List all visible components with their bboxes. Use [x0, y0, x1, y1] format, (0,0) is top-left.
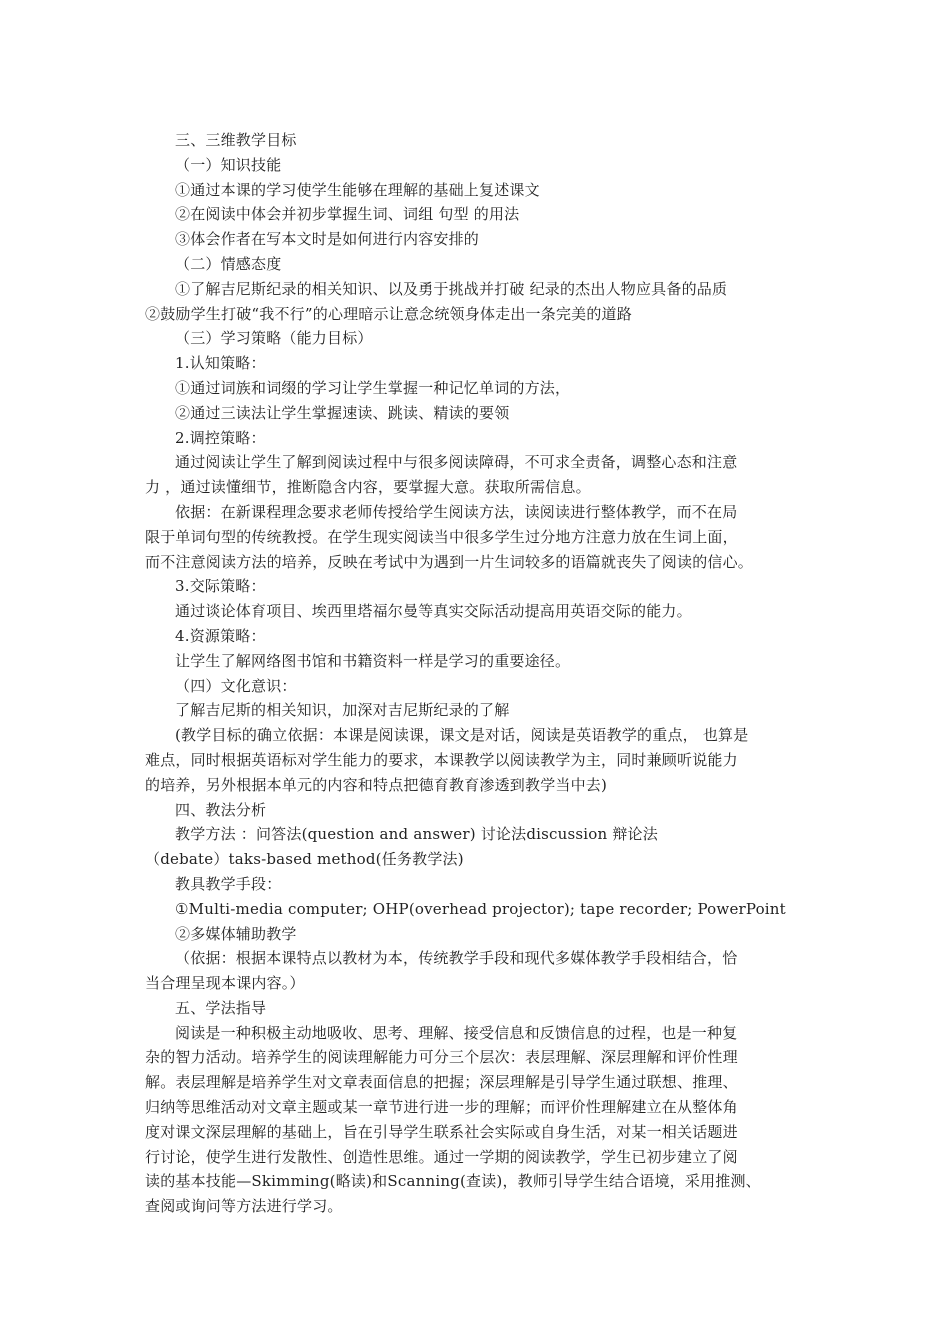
- text-line: (教学目标的确立依据：本课是阅读课，课文是对话，阅读是英语教学的重点， 也算是: [175, 726, 749, 745]
- text-line: 了解吉尼斯的相关知识，加深对吉尼斯纪录的了解: [175, 701, 510, 720]
- text-line: ②鼓励学生打破“我不行”的心理暗示让意念统领身体走出一条完美的道路: [145, 304, 632, 323]
- text-line: ①了解吉尼斯纪录的相关知识、以及勇于挑战并打破 纪录的杰出人物应具备的品质: [175, 279, 728, 298]
- text-line: 通过谈论体育项目、埃西里塔福尔曼等真实交际活动提高用英语交际的能力。: [175, 602, 692, 621]
- text-line: （二）情感态度: [175, 254, 282, 273]
- text-line: 教学方法 ：问答法(question and answer) 讨论法discussion 辩论法: [175, 825, 658, 844]
- text-line: 而不注意阅读方法的培养，反映在考试中为遇到一片生词较多的语篇就丧失了阅读的信心。: [145, 552, 754, 571]
- text-line: 让学生了解网络图书馆和书籍资料一样是学习的重要途径。: [175, 651, 571, 670]
- text-line: 力 ，通过读懂细节，推断隐含内容，要掌握大意。获取所需信息。: [145, 478, 591, 497]
- text-line: ②通过三读法让学生掌握速读、跳读、精读的要领: [175, 403, 510, 422]
- text-line: 杂的智力活动。培养学生的阅读理解能力可分三个层次：表层理解、深层理解和评价性理: [145, 1048, 738, 1067]
- text-line: 归纳等思维活动对文章主题或某一章节进行进一步的理解；而评价性理解建立在从整体角: [145, 1098, 738, 1117]
- text-line: 4.资源策略：: [175, 626, 266, 645]
- text-line: 3.交际策略：: [175, 577, 266, 596]
- text-line: ①通过词族和词缀的学习让学生掌握一种记忆单词的方法，: [175, 378, 571, 397]
- text-line: （一）知识技能: [175, 155, 282, 174]
- text-line: （依据：根据本课特点以教材为本，传统教学手段和现代多媒体教学手段相结合，恰: [175, 949, 738, 968]
- document-body: [145, 128, 805, 1219]
- text-line: 难点，同时根据英语标对学生能力的要求，本课教学以阅读教学为主，同时兼顾听说能力: [145, 750, 738, 769]
- text-line: 三、三维教学目标: [175, 131, 297, 149]
- text-line: ②在阅读中体会并初步掌握生词、词组 句型 的用法: [175, 205, 520, 224]
- text-line: ②多媒体辅助教学: [175, 924, 297, 943]
- text-line: 读的基本技能—Skimming(略读)和Scanning(查读)，教师引导学生结合语境，采用推测、: [145, 1172, 761, 1191]
- text-line: 查阅或询问等方法进行学习。: [145, 1197, 343, 1216]
- text-line: 2.调控策略：: [175, 428, 266, 447]
- text-line: 依据：在新课程理念要求老师传授给学生阅读方法，读阅读进行整体教学，而不在局: [175, 502, 738, 521]
- text-line: ③体会作者在写本文时是如何进行内容安排的: [175, 230, 480, 249]
- text-line: 的培养，另外根据本单元的内容和特点把德育教育渗透到教学当中去): [145, 775, 608, 794]
- text-line: ①Multi-media computer; OHP(overhead projector); tape recorder; PowerPoint: [175, 899, 786, 918]
- text-line: 四、教法分析: [175, 800, 267, 819]
- text-line: 通过阅读让学生了解到阅读过程中与很多阅读障碍，不可求全责备，调整心态和注意: [175, 453, 738, 472]
- text-line: 五、学法指导: [175, 998, 267, 1017]
- text-line: 教具教学手段：: [175, 874, 282, 893]
- text-line: ①通过本课的学习使学生能够在理解的基础上复述课文: [175, 180, 540, 199]
- text-line: 限于单词句型的传统教授。在学生现实阅读当中很多学生过分地方注意力放在生词上面，: [145, 527, 738, 546]
- text-line: （三）学习策略（能力目标）: [175, 329, 373, 348]
- text-line: 阅读是一种积极主动地吸收、思考、理解、接受信息和反馈信息的过程，也是一种复: [175, 1023, 738, 1042]
- text-line: 度对课文深层理解的基础上，旨在引导学生联系社会实际或自身生活，对某一相关话题进: [145, 1122, 738, 1141]
- text-line: （debate）taks-based method(任务教学法): [145, 850, 464, 869]
- text-line: 行讨论，使学生进行发散性、创造性思维。通过一学期的阅读教学，学生已初步建立了阅: [145, 1147, 738, 1166]
- text-line: 当合理呈现本课内容。）: [145, 974, 305, 993]
- text-line: 1.认知策略：: [175, 354, 266, 373]
- text-line: 解。表层理解是培养学生对文章表面信息的把握；深层理解是引导学生通过联想、推理、: [145, 1073, 738, 1092]
- text-line: （四）文化意识：: [175, 676, 297, 695]
